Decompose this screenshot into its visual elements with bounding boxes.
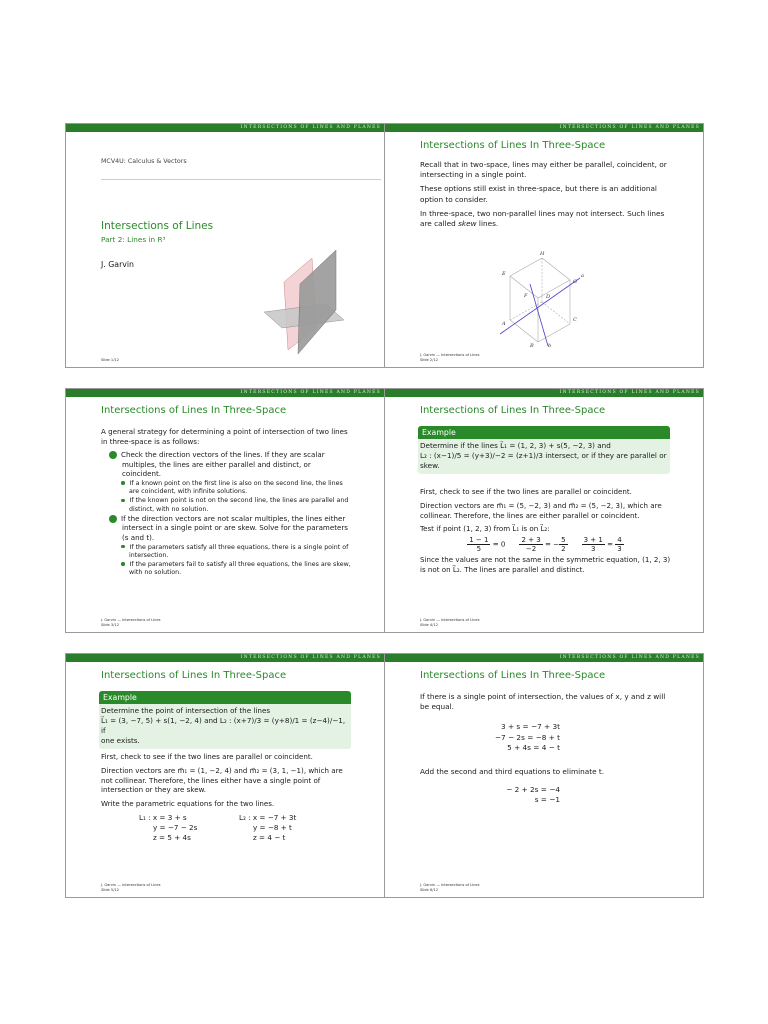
slide-header-bar (385, 389, 703, 397)
slide-header-bar (66, 654, 384, 662)
slide-3 (65, 388, 385, 633)
header-text: INTERSECTIONS OF LINES AND PLANES (559, 125, 700, 130)
step-1: 1 Check the direction vectors of the lines. If they are scalar multiples, the lines are either parallel and distinct, or coincident. (104, 450, 325, 479)
divider (101, 179, 381, 180)
slide-footer: J. Garvin — Intersections of Lines Slide 5/12 (101, 883, 161, 892)
slide-title: Intersections of Lines In Three-Space (101, 670, 287, 681)
author: J. Garvin (101, 260, 135, 269)
line-2-equations: L₂ : x = −7 + 3t y = −8 + t z = 4 − t (239, 812, 297, 842)
example-block (99, 691, 351, 749)
paragraph: A general strategy for determining a point of intersection of two lines in three-space is as follows: (101, 427, 348, 446)
label-D: D (546, 294, 551, 300)
slide-5 (65, 653, 385, 898)
example-block (418, 426, 670, 474)
slide-header-bar (66, 124, 384, 132)
parametric-equations (139, 813, 339, 843)
header-text: INTERSECTIONS OF LINES AND PLANES (240, 655, 381, 660)
skew-lines-cube-figure (480, 248, 590, 348)
paragraph: Add the second and third equations to eliminate t. (420, 767, 605, 777)
slide-footer: J. Garvin — Intersections of Lines Slide 2/12 (420, 353, 480, 362)
slide-title: Intersections of Lines In Three-Space (101, 405, 287, 416)
slide-body (420, 692, 671, 806)
slide-header-bar (385, 124, 703, 132)
label-b: b (548, 343, 552, 348)
bullet-icon (121, 545, 125, 549)
paragraph: In three-space, two non-parallel lines may not intersect. Such lines are called skew lines. (420, 208, 665, 229)
slide-title: Intersections of Lines In Three-Space (420, 670, 606, 681)
elimination-result: − 2 + 2s = −4 s = −1 (506, 785, 560, 805)
paragraph: Direction vectors are m⃗₁ = (5, −2, 3) and m⃗₂ = (5, −2, 3), which are collinear. Therefore, the lines are either parallel or coincident. (420, 500, 662, 520)
bullet-icon (121, 562, 125, 566)
paragraph: First, check to see if the two lines are parallel or coincident. (420, 487, 632, 496)
sub-bullet: If a known point on the first line is also on the second line, the lines are coincident, with infinite solutions. (121, 480, 352, 496)
paragraph: Recall that in two-space, lines may either be parallel, coincident, or intersecting in a single point. (420, 160, 667, 180)
line-1-equations: L₁ : x = 3 + s y = −7 − 2s z = 5 + 4s (139, 812, 198, 842)
slide-title: Intersections of Lines In Three-Space (420, 140, 606, 151)
example-text: Determine the point of intersection of the lines L⃗₁ = (3, −7, 5) + s(1, −2, 4) and L₂ : (x+7)/3 = (y+8)/1 = (z−4)/−1, if one exists. (101, 706, 346, 745)
paragraph: Since the values are not the same in the symmetric equation, (1, 2, 3) is not on L⃗₂. The lines are parallel and distinct. (420, 555, 671, 574)
bullet-icon (121, 481, 125, 485)
label-H: H (540, 251, 545, 257)
label-a: a (581, 273, 584, 279)
paragraph: First, check to see if the two lines are parallel or coincident. (101, 752, 313, 761)
label-E: E (502, 271, 506, 277)
line-a (500, 278, 580, 334)
planes-figure (246, 244, 356, 364)
step-number-1: 1 (109, 451, 117, 459)
slide-body (101, 752, 352, 843)
slide-body (420, 487, 671, 579)
step-number-2: 2 (109, 515, 117, 523)
slide-footer: J. Garvin — Intersections of Lines Slide 6/12 (420, 883, 480, 892)
slide-body (101, 427, 352, 577)
fraction-test-row: $\frac{1 - 1}{5}$ = 0 $\frac{2 + 3}{-2}$ = − $\frac{5}{2}$ $\frac{3 + 1}{3}$ = $\frac{4}{3}$ (469, 536, 622, 554)
label-A: A (502, 321, 506, 327)
course-name: MCV4U: Calculus & Vectors (101, 158, 187, 165)
step-2: 2 If the direction vectors are not scalar multiples, the lines either intersect in a single point or are skew. Solve for the parameters (s and t). (104, 513, 348, 542)
slide-body (420, 160, 671, 233)
slide-1 (65, 123, 385, 368)
slide-title: Intersections of Lines In Three-Space (420, 405, 606, 416)
sub-bullet: If the known point is not on the second line, the lines are parallel and distinct, with no solution. (121, 497, 352, 513)
example-text: Determine if the lines L⃗₁ = (1, 2, 3) + s(5, −2, 3) and L₂ : (x−1)/5 = (y+3)/−2 = (z+1)/3 intersect, or if they are parallel or skew. (420, 441, 667, 470)
label-B: B (530, 343, 534, 348)
skew-term: skew (458, 219, 477, 229)
paragraph: Test if point (1, 2, 3) from L⃗₁ is on L⃗₂: (420, 524, 550, 534)
system-of-equations: 3 + s = −7 + 3t −7 − 2s = −8 + t 5 + 4s = 4 − t (494, 722, 560, 752)
label-G: G (573, 279, 577, 285)
deck-title: Intersections of Lines (101, 220, 214, 232)
slide-2 (384, 123, 704, 368)
header-text: INTERSECTIONS OF LINES AND PLANES (559, 655, 700, 660)
slide-6 (384, 653, 704, 898)
deck-subtitle: Part 2: Lines in R³ (101, 235, 166, 244)
example-heading: Example (99, 691, 351, 704)
paragraph: Write the parametric equations for the two lines. (101, 799, 275, 809)
bullet-icon (121, 499, 125, 503)
slide-footer: J. Garvin — Intersections of Lines Slide 4/12 (420, 618, 480, 627)
paragraph: Direction vectors are m⃗₁ = (1, −2, 4) and m⃗₂ = (3, 1, −1), which are not collinear. Therefore, the lines either have a single point of intersection or they are skew. (101, 765, 343, 795)
sub-bullet: If the parameters satisfy all three equations, there is a single point of intersection. (121, 544, 352, 560)
slide-footer: Slide 1/12 (101, 358, 119, 362)
header-text: INTERSECTIONS OF LINES AND PLANES (240, 390, 381, 395)
paragraph: If there is a single point of intersection, the values of x, y and z will be equal. (420, 692, 666, 712)
label-C: C (573, 317, 577, 323)
slide-4 (384, 388, 704, 633)
example-heading: Example (418, 426, 670, 439)
slide-header-bar (385, 654, 703, 662)
slide-header-bar (66, 389, 384, 397)
label-F: F (524, 293, 528, 299)
header-text: INTERSECTIONS OF LINES AND PLANES (240, 125, 381, 130)
slide-footer: J. Garvin — Intersections of Lines Slide 3/12 (101, 618, 161, 627)
paragraph: These options still exist in three-space, but there is an additional option to consider. (420, 184, 657, 204)
sub-bullet: If the parameters fail to satisfy all three equations, the lines are skew, with no solution. (121, 561, 352, 577)
header-text: INTERSECTIONS OF LINES AND PLANES (559, 390, 700, 395)
